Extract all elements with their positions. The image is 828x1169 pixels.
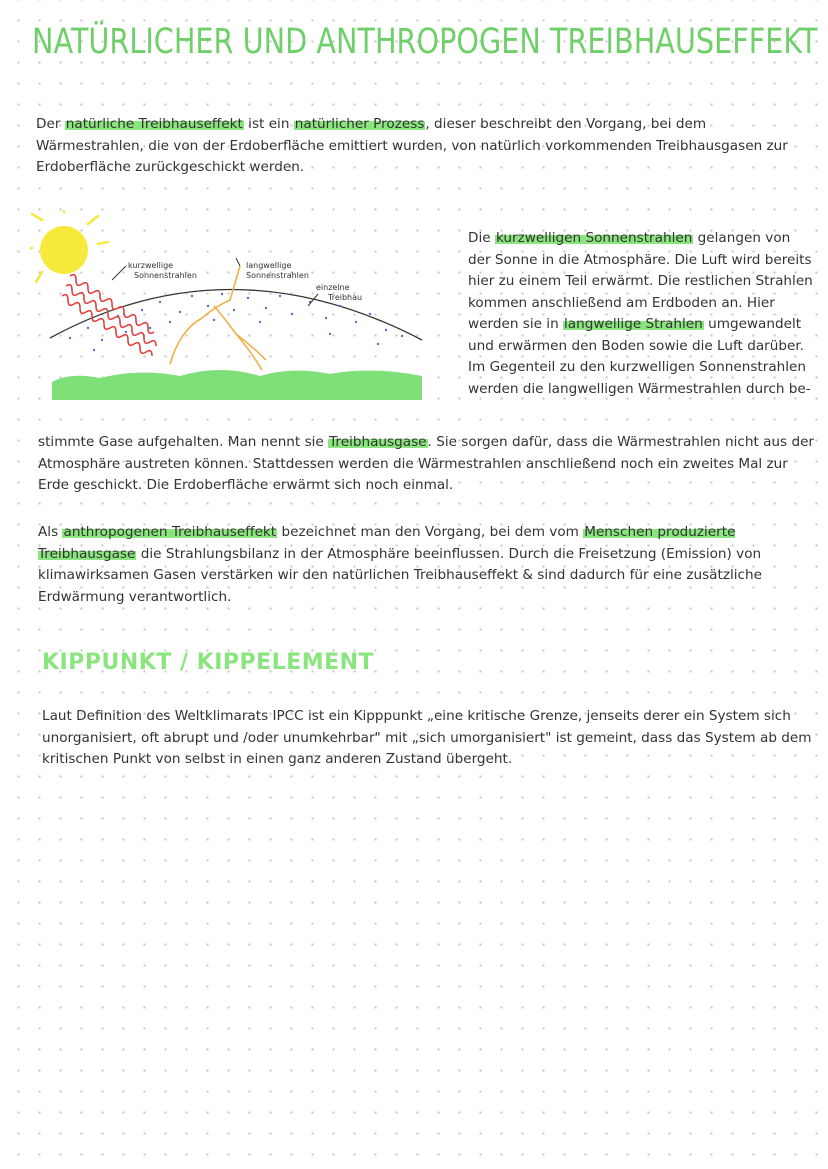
text: die Strahlungsbilanz in der Atmosphäre beeinflussen. Durch die Freisetzung (Emission) von klimawirksamen Gasen verstärken wir den natürlichen Treibhauseffekt & sind dadurch für eine zusätzliche Erdwärmung verantwortlich.: [38, 545, 762, 605]
atmosphere-arc: [50, 289, 422, 340]
paragraph-greenhouse-gases: [38, 432, 818, 497]
highlight-shortwave: kurzwelligen Sonnenstrahlen: [495, 230, 693, 246]
sun-icon: [40, 226, 88, 274]
text: ist ein: [243, 116, 294, 132]
paragraph-radiation: [468, 228, 813, 400]
highlight-longwave: langwellige Strahlen: [564, 316, 703, 332]
label-longwave-1: langwellige: [246, 261, 292, 270]
text: Die: [468, 230, 495, 246]
label-shortwave-1: kurzwellige: [128, 261, 174, 270]
highlight-anthropogenic: anthropogenen Treibhauseffekt: [63, 524, 277, 540]
text: gelangen von der Sonne in die Atmosphäre. Die Luft wird bereits hier zu einem Teil erwärmt. Die restlichen Strahlen kommen anschließend am Erdboden an. Hier werden sie in: [468, 230, 813, 332]
paragraph-natural-effect: [36, 114, 816, 179]
text: umgewandelt und erwärmen den Boden sowie die Luft darüber. Im Gegenteil zu den kurzwelligen Sonnenstrahlen werden die langwelligen Wärmestrahlen durch be-: [468, 316, 811, 397]
highlight-greenhouse-gases: Treibhausgase: [329, 434, 427, 450]
section-heading-tipping-point: KIPPUNKT / KIPPELEMENT: [42, 650, 375, 675]
text: stimmte Gase aufgehalten. Man nennt sie: [38, 434, 329, 450]
pointer-long: [236, 258, 240, 266]
text: , dieser beschreibt den Vorgang, bei dem Wärmestrahlen, die von der Erdoberfläche emittiert wurden, von natürlich vorkommenden Treibhausgasen zur Erdoberfläche zurückgeschickt werden.: [36, 116, 788, 175]
label-gas-2: Treibhau: [328, 293, 363, 302]
shortwave-rays: [62, 275, 156, 356]
text: Als: [38, 524, 63, 540]
paragraph-tipping-point: [42, 706, 817, 771]
highlight-natural-process: natürlicher Prozess: [294, 116, 425, 132]
text: Laut Definition des Weltklimarats IPCC ist ein Kipppunkt „eine kritische Grenze, jenseits derer ein System sich unorganisiert, oft abrupt und /oder unumkehrbar" mit „sich umorganisiert" ist gemeint, dass das System ab dem kritischen Punkt von selbst in einen ganz anderen Zustand übergeht.: [42, 708, 812, 767]
ground: [52, 370, 422, 400]
text: bezeichnet man den Vorgang, bei dem vom: [277, 524, 584, 540]
highlight-natural-effect: natürliche Treibhauseffekt: [65, 116, 243, 132]
pointer-short: [112, 266, 126, 280]
longwave-rays: [170, 266, 266, 370]
paragraph-anthropogenic: [38, 522, 818, 608]
label-gas-1: einzelne: [316, 283, 350, 292]
page-title: NATÜRLICHER UND ANTHROPOGEN TREIBHAUSEFFEKT: [32, 22, 818, 62]
text: . Sie sorgen dafür, dass die Wärmestrahlen nicht aus der Atmosphäre austreten können. Stattdessen werden die Wärmestrahlen anschließend noch ein zweites Mal zur Erde geschickt. Die Erdoberfläche erwärmt sich noch einmal.: [38, 434, 815, 493]
highlight-human-gases: Menschen produzierte Treibhausgase: [38, 524, 736, 562]
label-longwave-2: Sonnenstrahlen: [246, 271, 309, 280]
greenhouse-diagram: [30, 210, 430, 410]
label-shortwave-2: Sonnenstrahlen: [134, 271, 197, 280]
text: Der: [36, 116, 65, 132]
